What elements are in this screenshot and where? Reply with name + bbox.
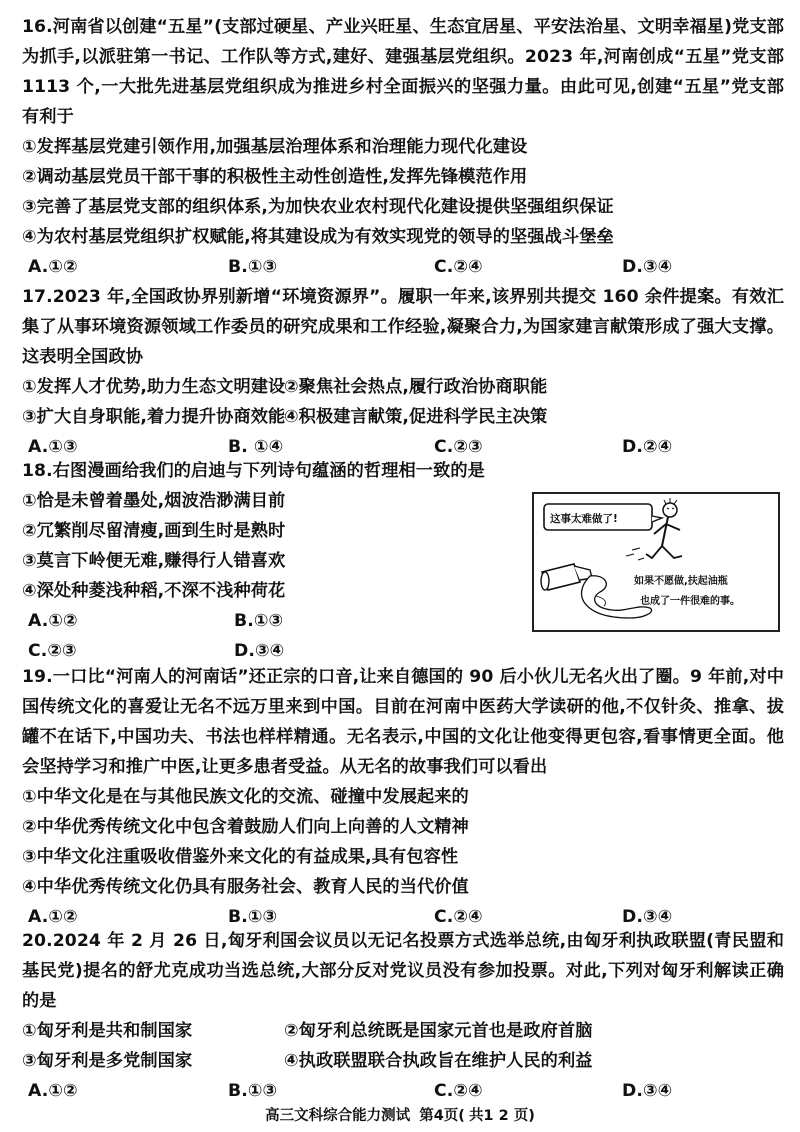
question-19-option-4: ④中华优秀传统文化仍具有服务社会、教育人民的当代价值 — [22, 877, 469, 897]
question-16-choices — [22, 252, 784, 282]
choice-d: D.③④ — [622, 257, 673, 277]
cartoon-illustration — [532, 492, 780, 632]
question-16-option-3: ③完善了基层党支部的组织体系,为加快农业农村现代化建设提供坚强组织保证 — [22, 197, 614, 217]
question-17-stem: 17.2023 年,全国政协界别新增“环境资源界”。履职一年来,该界别共提交 160 余件提案。有效汇集了从事环境资源领域工作委员的研究成果和工作经验,凝聚合力,为国家建言献策形成了强大支撑。这表明全国政协 — [22, 287, 784, 367]
question-16 — [22, 12, 784, 282]
question-18-option-2: ②冗繁削尽留清瘦,画到生时是熟时 — [22, 521, 286, 541]
choice-c: C.②④ — [434, 907, 483, 927]
question-20-option-2: ②匈牙利总统既是国家元首也是政府首脑 — [284, 1021, 593, 1041]
choice-d: D.③④ — [234, 641, 285, 661]
choice-d: D.③④ — [622, 1081, 673, 1101]
choice-b: B.①③ — [228, 257, 278, 277]
question-16-option-4: ④为农村基层党组织扩权赋能,将其建设成为有效实现党的领导的坚强战斗堡垒 — [22, 227, 614, 247]
choice-a: A.①② — [28, 257, 78, 277]
choice-a: A.①② — [28, 1081, 78, 1101]
choice-d: D.②④ — [622, 437, 673, 457]
choice-b: B.①③ — [234, 611, 284, 631]
question-18-options — [22, 486, 492, 666]
choice-b: B.①③ — [228, 1081, 278, 1101]
cartoon-speech-text: 这事太难做了! — [550, 513, 618, 525]
question-20-option-4: ④执政联盟联合执政旨在维护人民的利益 — [284, 1051, 593, 1071]
footer-page-number: 第4页( — [419, 1108, 465, 1124]
question-18-stem: 18.右图漫画给我们的启迪与下列诗句蕴涵的哲理相一致的是 — [22, 461, 485, 481]
question-16-stem: 16.河南省以创建“五星”(支部过硬星、产业兴旺星、生态宜居星、平安法治星、文明幸福星)党支部为抓手,以派驻第一书记、工作队等方式,建好、建强基层党组织。2023 年,河南创成“五星”党支部 1113 个,一大批先进基层党组织成为推进乡村全面振兴的坚强力量。由此可见,创建“五星”党支部有利于 — [22, 17, 784, 127]
choice-a: A.①② — [28, 907, 78, 927]
choice-a: A.①② — [28, 611, 78, 631]
question-19-option-2: ②中华优秀传统文化中包含着鼓励人们向上向善的人文精神 — [22, 817, 469, 837]
question-20-option-3: ③匈牙利是多党制国家 — [22, 1051, 193, 1071]
question-17-option-3: ③扩大自身职能,着力提升协商效能 — [22, 407, 286, 427]
question-19-option-3: ③中华文化注重吸收借鉴外来文化的有益成果,具有包容性 — [22, 847, 459, 867]
choice-c: C.②③ — [434, 437, 483, 457]
question-20-options-row-1 — [22, 1016, 784, 1046]
question-19-stem: 19.一口比“河南人的河南话”还正宗的口音,让来自德国的 90 后小伙儿无名火出了圈。9 年前,对中国传统文化的喜爱让无名不远万里来到中国。目前在河南中医药大学读研的他,不仅针灸、推拿、拔罐不在话下,中国功夫、书法也样样精通。无名表示,中国的文化让他变得更包容,看事情更全面。他会坚持学习和推广中医,让更多患者受益。从无名的故事我们可以看出 — [22, 667, 784, 777]
question-16-option-1: ①发挥基层党建引领作用,加强基层治理体系和治理能力现代化建设 — [22, 137, 528, 157]
question-17 — [22, 282, 784, 462]
question-20-options-row-2 — [22, 1046, 784, 1076]
question-17-options-row-2 — [22, 402, 784, 432]
choice-c: C.②③ — [28, 641, 77, 661]
question-18-option-1: ①恰是未曾着墨处,烟波浩渺满目前 — [22, 491, 286, 511]
choice-a: A.①③ — [28, 437, 78, 457]
question-17-option-1: ①发挥人才优势,助力生态文明建设 — [22, 377, 286, 397]
question-20 — [22, 926, 784, 1106]
cartoon-caption-line-2: 也成了一件很难的事。 — [640, 596, 740, 607]
choice-b: B. ①④ — [228, 437, 284, 457]
question-19-option-1: ①中华文化是在与其他民族文化的交流、碰撞中发展起来的 — [22, 787, 469, 807]
choice-c: C.②④ — [434, 1081, 483, 1101]
question-18-option-4: ④深处种菱浅种稻,不深不浅种荷花 — [22, 581, 286, 601]
cartoon-drawing — [534, 494, 778, 630]
choice-b: B.①③ — [228, 907, 278, 927]
question-20-choices — [22, 1076, 784, 1106]
footer-page-total: 共1 2 页) — [468, 1108, 535, 1124]
question-20-option-1: ①匈牙利是共和制国家 — [22, 1021, 193, 1041]
question-17-options-row-1 — [22, 372, 784, 402]
question-17-option-4: ④积极建言献策,促进科学民主决策 — [284, 407, 548, 427]
question-19 — [22, 662, 784, 932]
choice-c: C.②④ — [434, 257, 483, 277]
question-18-choices-row-1 — [22, 606, 492, 636]
choice-d: D.③④ — [622, 907, 673, 927]
page-footer — [0, 1104, 800, 1125]
question-16-option-2: ②调动基层党员干部干事的积极性主动性创造性,发挥先锋模范作用 — [22, 167, 528, 187]
question-17-option-2: ②聚焦社会热点,履行政治协商职能 — [284, 377, 548, 397]
footer-exam-title: 高三文科综合能力测试 — [265, 1108, 411, 1124]
question-20-stem: 20.2024 年 2 月 26 日,匈牙利国会议员以无记名投票方式选举总统,由匈牙利执政联盟(青民盟和基民党)提名的舒尤克成功当选总统,大部分反对党议员没有参加投票。对此,下列对匈牙利解读正确的是 — [22, 931, 784, 1011]
cartoon-caption-line-1: 如果不愿做,扶起油瓶 — [634, 576, 728, 587]
question-18-option-3: ③莫言下岭便无难,赚得行人错喜欢 — [22, 551, 286, 571]
